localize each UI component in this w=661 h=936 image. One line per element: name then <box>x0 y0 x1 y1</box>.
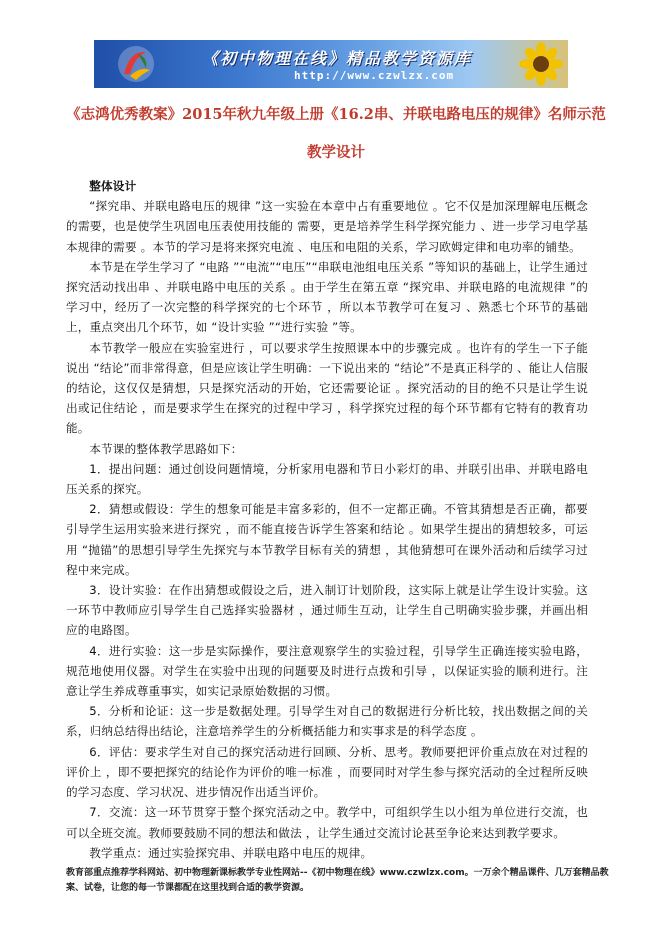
step-1: 1．提出问题：通过创设问题情境，分析家用电器和节日小彩灯的串、并联引出串、并联电路电压关系的探究。 <box>66 461 588 497</box>
step-4: 4．进行实验：这一步是实际操作，要注意观察学生的实验过程，引导学生正确连接实验电路，规范地使用仪器。对学生在实验中出现的问题要及时进行点拨和引导 ，以保证实验的顺利进行。注意让学生养成尊重事实，如实记录原始数据的习惯。 <box>66 643 588 699</box>
section-heading: 整体设计 <box>89 179 137 193</box>
step-6: 6．评估：要求学生对自己的探究活动进行回顾、分析、思考。教师要把评价重点放在对过程的评价上 ，即不要把探究的结论作为评价的唯一标准 ，而要同时对学生参与探究活动的全过程所反映的学习态度、学习状况、进步情况作出适当评价。 <box>66 744 588 800</box>
teaching-focus: 教学重点：通过实验探究串、并联电路中电压的规律。 <box>89 845 373 860</box>
page-footer: 教育部重点推荐学科网站、初中物理新课标教学专业性网站--《初中物理在线》www.czwlzx.com。一万余个精品课件、几万套精品教案、试卷，让您的每一节课都配在这里找到合适的教学资源。 <box>66 868 609 893</box>
step-2: 2．猜想或假设：学生的想象可能是丰富多彩的，但不一定都正确。不管其猜想是否正确，都要引导学生运用实验来进行探究 ，而不能直接告诉学生答案和结论 。如果学生提出的猜想较多，可运用 “抛锚”的思想引导学生先探究与本节教学目标有关的猜想 ，其他猜想可在课外活动和后续学习过程中来完成。 <box>66 502 588 577</box>
paragraph-background: 本节是在学生学习了 “电路 ”“电流”“电压”“串联电池组电压关系 ”等知识的基础上，让学生通过探究活动找出串 、并联电路中电压的关系 。由于学生在第五章 “探究串、并联电路的电流规律 ”的学习中，经历了一次完整的科学探究的七个环节 ，所以本节教学可在复习 、熟悉七个环节的基础上，重点突出几个环节，如 “设计实验 ”“进行实验 ”等。 <box>66 259 588 335</box>
paragraph-intro: “探究串、并联电路电压的规律 ”这一实验在本章中占有重要地位 。它不仅是加深理解电压概念的需要，也是使学生巩固电压表使用技能的 需要，更是培养学生科学探究能力 、进一步学习电学基本规律的需要 。本节的学习是将来探究电流 、电压和电阻的关系，学习欧姆定律和电功率的铺垫。 <box>66 199 588 254</box>
sunflower-icon <box>518 42 564 86</box>
banner-title: 《初中物理在线》精品教学资源库 <box>202 49 473 68</box>
paragraph-method: 本节教学一般应在实验室进行 ，可以要求学生按照课本中的步骤完成 。也许有的学生一下子能说出 “结论”而非常得意，但是应该让学生明确：一下说出来的 “结论”不是真正科学的 、能让人信服的结论，这仅仅是猜想，只是探究活动的开始，它还需要论证 。探究活动的目的绝不只是让学生说出或记住结论 ，而是要求学生在探究的过程中学习 ，科学探究过程的每个环节都有它特有的教育功能。 <box>66 340 588 436</box>
step-7: 7．交流：这一环节贯穿于整个探究活动之中。教学中，可组织学生以小组为单位进行交流，也可以全班交流。教师要鼓励不同的想法和做法 ，让学生通过交流讨论甚至争论来达到教学要求。 <box>66 805 588 840</box>
document-body <box>66 176 588 863</box>
step-3: 3．设计实验：在作出猜想或假设之后，进入制订计划阶段，这实际上就是让学生设计实验。这一环节中教师应引导学生自己选择实验器材 ，通过师生互动，让学生自己明确实验步骤，并画出相应的电路图。 <box>66 583 588 638</box>
step-5: 5．分析和论证：这一步是数据处理。引导学生对自己的数据进行分析比较，找出数据之间的关系，归纳总结得出结论，注意培养学生的分析概括能力和实事求是的科学态度 。 <box>66 704 588 739</box>
banner-url-link[interactable]: http://www.czwlzx.com <box>294 69 455 82</box>
paragraph-outline-intro: 本节课的整体教学思路如下： <box>89 441 243 456</box>
document-title: 《志鸿优秀教案》2015年秋九年级上册《16.2串、并联电路电压的规律》名师示范教学设计 <box>66 106 606 161</box>
site-banner <box>94 40 568 88</box>
site-logo-icon <box>116 44 156 84</box>
